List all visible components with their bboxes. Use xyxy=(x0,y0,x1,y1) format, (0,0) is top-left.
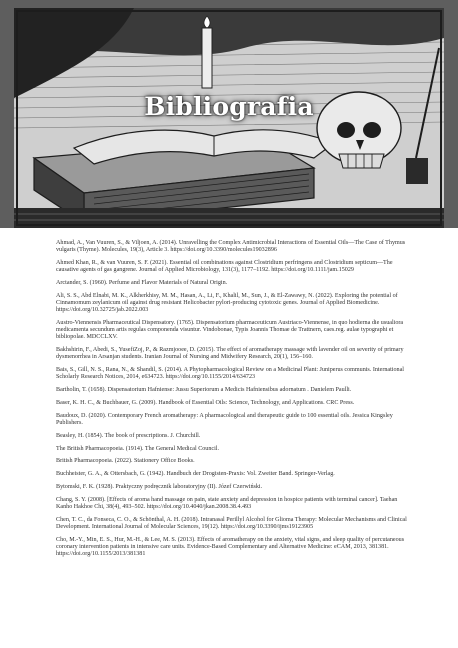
reference-entry: Baser, K. H. C., & Buchbauer, G. (2009). Handbook of Essential Oils: Science, Technology, and Applications. CRC Press. xyxy=(56,400,355,406)
reference-entry: Bartholin, T. (1658). Dispensatorium Hafniense: Jussu Superiorum a Medicis Hafniensibus adornatum . Danielem Paulli. xyxy=(56,387,352,394)
reference-entry: Baudoux, D. (2020). Contemporary French aromatherapy: A pharmacological and therapeutic guide to 100 essential oils. Jessica Kingsley Publishers. xyxy=(56,412,393,426)
reference-entry: Chen, T. C., da Fonseca, C. O., & Schönthal, A. H. (2018). Intranasal Perillyl Alcohol for Glioma Therapy: Molecular Mechanisms and Clinical Development. International Journal of Molecular Sciences, 19(12). https://doi.org/10.3390/ijms19123905 xyxy=(56,516,407,530)
reference-entry: Bais, S., Gill, N. S., Rana, N., & Shandil, S. (2014). A Phytopharmacological Review on a Medicinal Plant: Juniperus communis. International Scholarly Research Notices, 2014, e634723. https://doi.org/10.1155/2014/634723 xyxy=(56,367,404,381)
reference-entry: Ahmed Khan, R., & van Vuuren, S. F. (2021). Essential oil combinations against Clostridium perfringens and Clostridium septicum—The causative agents of gas gangrene. Journal of Applied Microbiology, 131(3), 1177–1192. https://doi.org/10.1111/jam.15029 xyxy=(56,260,393,274)
reference-entry: Ali, S. S., Abd Elnabi, M. K., Alkherkhisy, M. M., Hasan, A., Li, F., Khalil, M., Sun, J., & El-Zawawy, N. (2022). Exploring the potential of Cinnamomum zeylanicum oil against drug resistant Helicobacter pylori-producing cytotoxic genes. Journal of Applied Biomedicine. https://doi.org/10.32725/jab.2022.003 xyxy=(56,292,398,314)
reference-entry: Arctander, S. (1960). Perfume and Flavor Materials of Natural Origin. xyxy=(56,280,228,286)
reference-entry: Austro-Viennensis Pharmaceutical Dispensatory. (1765). Dispensatorium pharmaceuticum Austriaco-Viennense, in quo hodierna die usualiora medicamenta secundum artis regulas componenda visuntur. Vindobonae, Typis Joannis Thomae de Trattnern, caes.reg. aulae typographi et bibliopolae. MDCCLXV. xyxy=(56,320,404,341)
reference-entry: The British Pharmacopoeia. (1914). The General Medical Council. xyxy=(56,445,220,452)
reference-entry: British Pharmacopoeia. (2022). Stationery Office Books. xyxy=(56,458,195,465)
reference-entry: Beasley, H. (1854). The book of prescriptions. J. Churchill. xyxy=(56,432,201,439)
reference-entry: Buchheister, G. A., & Ottersbach, G. (1942). Handbuch der Drogisten-Praxis: Vol. Zweiter Band. Springer-Verlag. xyxy=(56,471,335,478)
reference-entry: Cho, M.-Y., Min, E. S., Hur, M.-H., & Lee, M. S. (2013). Effects of aromatherapy on the anxiety, vital signs, and sleep quality of percutaneous coronary intervention patients in intensive care units. Evidence-Based Complementary and Alternative Medicine: eCAM, 2013, 381381. https://doi.org/10.1155/2013/381381 xyxy=(56,536,405,558)
header-banner xyxy=(0,0,458,228)
reference-entry: Bakhshirin, F., Abedi, S., YusefiZoj, P., & Razmjooee, D. (2015). The effect of aromatherapy massage with lavender oil on severity of primary dysmenorrhea in Arsanjan students. Iranian Journal of Nursing and Midwifery Research, 20(1), 156–160. xyxy=(56,347,404,361)
page-title: Bibliografia xyxy=(144,92,314,121)
reference-entry: Ahmad, A., Van Vuuren, S., & Viljoen, A. (2014). Unravelling the Complex Antimicrobial Interactions of Essential Oils—The Case of Thymus vulgaris (Thyme). Molecules, 19(3), Article 3. https://doi.org/10.3390/molecules19032896 xyxy=(56,240,406,254)
reference-entry: Bytomski, F. K. (1928). Praktyczny podręcznik laboratoryjny (II). Józef Czerwiński. xyxy=(56,483,263,490)
reference-entry: Chang, S. Y. (2008). [Effects of aroma hand massage on pain, state anxiety and depression in hospice patients with terminal cancer]. Taehan Kanho Hakhoe Chi, 38(4), 493–502. https://doi.org/10.4040/jkan.2008.38.4.493 xyxy=(56,496,398,510)
bibliography-list xyxy=(56,240,408,564)
